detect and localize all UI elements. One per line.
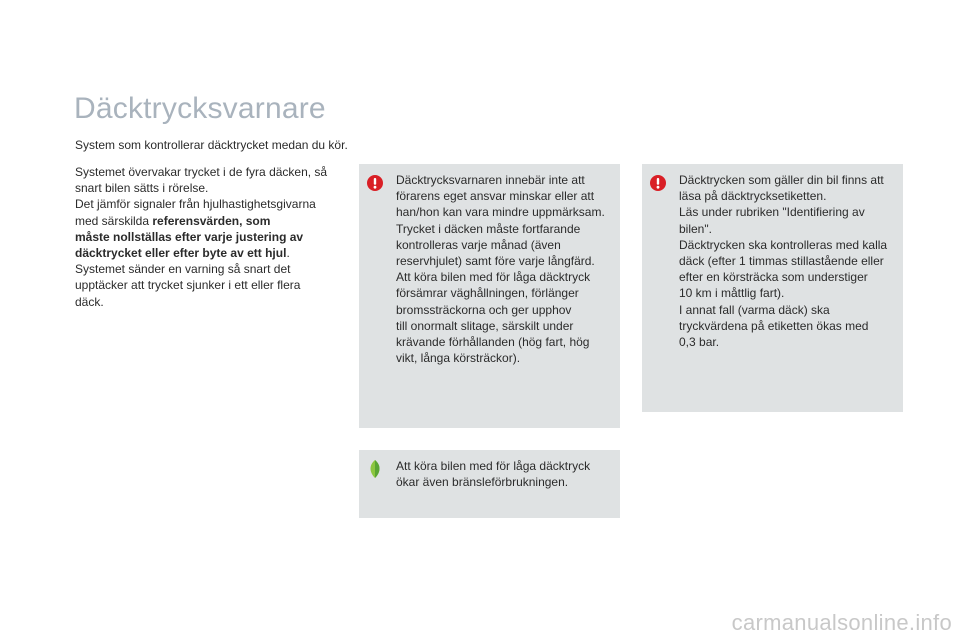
intro-line: Det jämför signaler från hjulhastighetsgivarna xyxy=(75,197,316,212)
eco-line: Att köra bilen med för låga däcktryck xyxy=(396,459,591,473)
warning-line: till onormalt slitage, särskilt under xyxy=(396,318,574,333)
warning-line: I annat fall (varma däck) ska xyxy=(679,302,830,317)
eco-leaf-icon xyxy=(367,459,383,479)
warning-line: 10 km i måttlig fart). xyxy=(679,286,785,301)
warning-box-text xyxy=(396,172,616,366)
warning-line: kontrolleras varje månad (även xyxy=(396,237,561,252)
warning-line: förarens eget ansvar minskar eller att xyxy=(396,189,595,204)
intro-bold-span: referensvärden, som xyxy=(152,213,271,228)
warning-box-monitor xyxy=(359,164,620,428)
warning-exclamation-icon xyxy=(650,175,666,191)
warning-line: försämrar väghållningen, förlänger xyxy=(396,286,579,301)
watermark: carmanualsonline.info xyxy=(731,610,952,635)
intro-line: snart bilen sätts i rörelse. xyxy=(75,181,209,196)
intro-text-span: . xyxy=(286,246,290,261)
warning-line: läsa på däcktrycksetiketten. xyxy=(679,189,827,204)
eco-line: ökar även bränsleförbrukningen. xyxy=(396,475,569,490)
intro-bold-span: måste nollställas efter varje justering av xyxy=(75,229,304,244)
intro-text-span: med särskilda xyxy=(75,213,153,228)
warning-line: reservhjulet) samt före varje långfärd. xyxy=(396,254,595,269)
eco-box-fuel xyxy=(359,450,620,518)
page-title: Däcktrycksvarnare xyxy=(74,92,326,125)
warning-line: tryckvärdena på etiketten ökas med xyxy=(679,318,869,333)
intro-line: Systemet övervakar trycket i de fyra däcken, så xyxy=(75,165,328,179)
warning-line: 0,3 bar. xyxy=(679,335,720,350)
warning-line: däck (efter 1 timmas stillastående eller xyxy=(679,254,884,269)
warning-box-pressure-label xyxy=(642,164,903,412)
intro-line xyxy=(75,229,345,245)
warning-line: han/hon kan vara mindre uppmärksam. xyxy=(396,205,605,220)
intro-line: däck. xyxy=(75,294,104,309)
warning-line: vikt, långa körsträckor). xyxy=(396,351,521,366)
warning-line: Trycket i däcken måste fortfarande xyxy=(396,221,581,236)
eco-box-text xyxy=(396,458,616,490)
warning-line: bromssträckorna och ger upphov xyxy=(396,302,572,317)
warning-line: efter en körsträcka som understiger xyxy=(679,270,868,285)
warning-exclamation-icon xyxy=(367,175,383,191)
warning-line: Att köra bilen med för låga däcktryck xyxy=(396,270,591,285)
warning-line: Däcktrycken som gäller din bil finns att xyxy=(679,173,884,187)
warning-line: krävande förhållanden (hög fart, hög xyxy=(396,335,590,350)
warning-box-text xyxy=(679,172,899,350)
intro-line: upptäcker att trycket sjunker i ett eller flera xyxy=(75,278,301,293)
page-subtitle: System som kontrollerar däcktrycket medan du kör. xyxy=(75,138,348,152)
intro-bold-span: däcktrycket eller efter byte av ett hjul xyxy=(75,246,287,261)
intro-line xyxy=(75,213,345,229)
warning-line: Däcktrycken ska kontrolleras med kalla xyxy=(679,237,888,252)
warning-line: Däcktrycksvarnaren innebär inte att xyxy=(396,173,585,187)
intro-text xyxy=(75,164,345,310)
warning-line: bilen". xyxy=(679,221,712,236)
intro-line: Systemet sänder en varning så snart det xyxy=(75,262,291,277)
intro-line xyxy=(75,245,345,261)
warning-line: Läs under rubriken "Identifiering av xyxy=(679,205,865,220)
